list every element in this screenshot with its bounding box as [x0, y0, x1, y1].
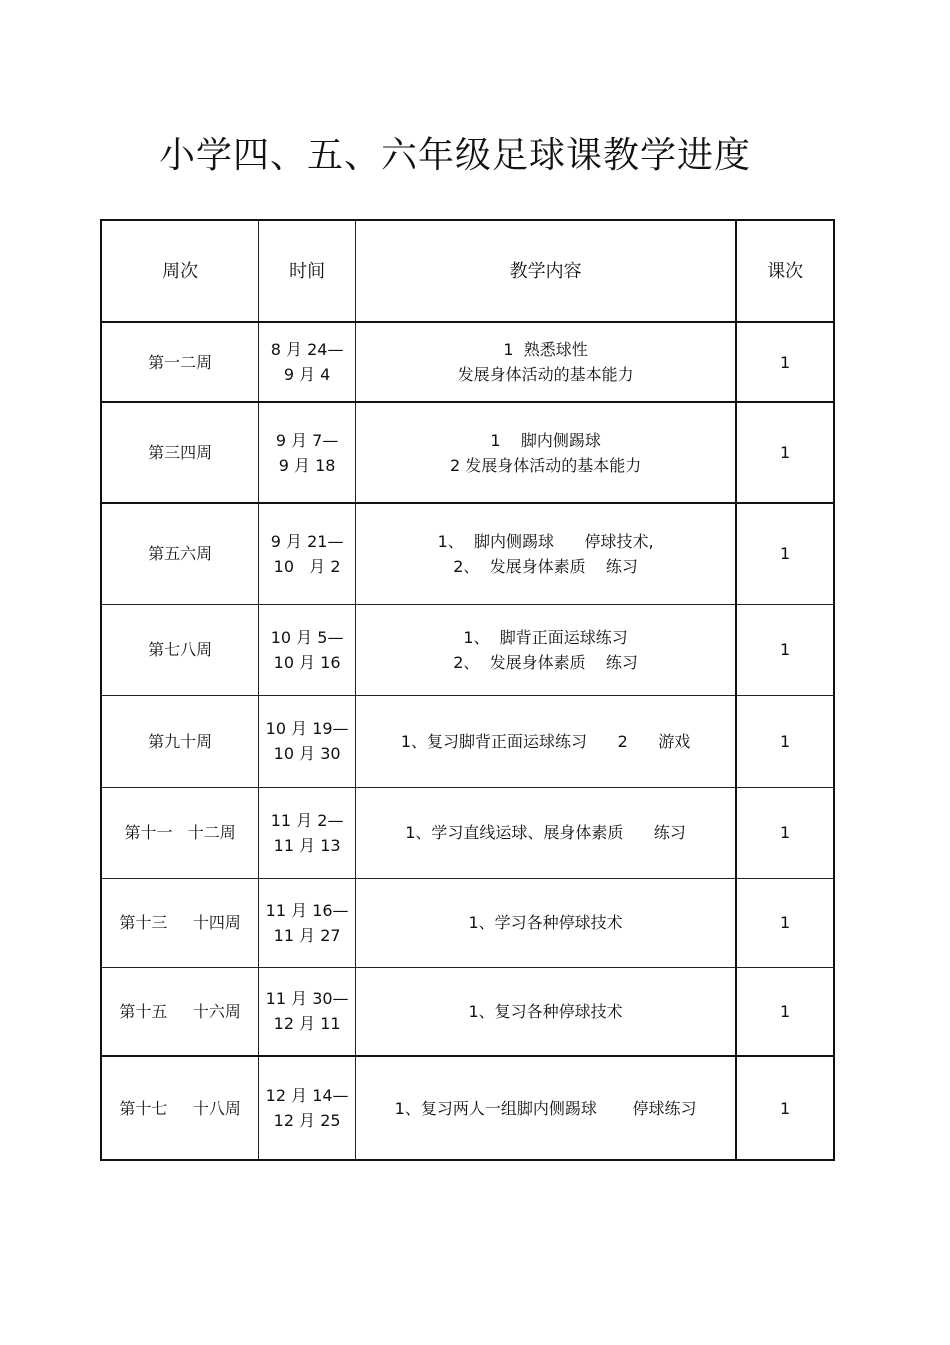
content-cell [355, 503, 736, 604]
table-header-row [101, 220, 834, 322]
time-line: 10 月 19— [265, 719, 349, 738]
lessons-cell: 1 [736, 322, 834, 402]
document-title: 小学四、五、六年级足球课教学进度 [158, 135, 751, 176]
table-row [101, 878, 834, 967]
table-row [101, 322, 834, 402]
content-cell [355, 1056, 736, 1160]
content-line: 发展身体活动的基本能力 [457, 365, 634, 384]
table-row [101, 787, 834, 878]
time-line: 10 月 2 [273, 556, 341, 576]
content-cell [355, 878, 736, 967]
lessons-cell: 1 [736, 787, 834, 878]
time-line: 9 月 21— [270, 531, 344, 551]
week-cell: 第十一 十二周 [101, 787, 259, 878]
header-week: 周次 [101, 220, 259, 322]
time-line: 11 月 27 [273, 925, 341, 945]
time-line: 11 月 16— [265, 900, 349, 920]
time-line: 11 月 30— [265, 989, 349, 1009]
time-line: 11 月 13 [273, 835, 341, 855]
table-row [101, 967, 834, 1056]
content-line: 2 发展身体活动的基本能力 [449, 455, 642, 475]
content-line: 2、 发展身体素质 练习 [453, 556, 638, 576]
time-line: 10 月 16 [273, 652, 341, 672]
week-cell: 第十七 十八周 [101, 1056, 259, 1160]
content-cell [355, 322, 736, 402]
time-line: 10 月 30 [273, 744, 341, 763]
content-line: 2、 发展身体素质 练习 [453, 652, 638, 672]
content-line: 1、复习两人一组脚内侧踢球 停球练习 [394, 1098, 697, 1118]
time-line: 9 月 7— [275, 430, 339, 450]
content-line: 1、复习各种停球技术 [468, 1001, 623, 1021]
lessons-cell: 1 [736, 878, 834, 967]
time-line: 12 月 14— [265, 1086, 349, 1105]
time-cell [259, 604, 356, 695]
content-line: 1、 脚内侧踢球 停球技术, [437, 531, 654, 551]
lessons-cell: 1 [736, 1056, 834, 1160]
content-cell [355, 402, 736, 503]
time-cell [259, 1056, 356, 1160]
time-cell [259, 322, 356, 402]
content-cell [355, 695, 736, 787]
content-cell [355, 604, 736, 695]
week-cell: 第七八周 [101, 604, 259, 695]
time-line: 8 月 24— [270, 340, 344, 359]
header-time: 时间 [259, 220, 356, 322]
time-line: 11 月 2— [270, 810, 344, 830]
time-cell [259, 503, 356, 604]
table-row [101, 695, 834, 787]
content-cell [355, 787, 736, 878]
time-line: 9 月 4 [283, 365, 331, 384]
week-cell: 第五六周 [101, 503, 259, 604]
content-line: 1 熟悉球性 [503, 340, 588, 359]
header-lessons: 课次 [736, 220, 834, 322]
week-cell: 第九十周 [101, 695, 259, 787]
content-cell [355, 967, 736, 1056]
header-content: 教学内容 [355, 220, 736, 322]
time-line: 12 月 11 [273, 1014, 341, 1034]
time-line: 12 月 25 [273, 1111, 341, 1130]
lessons-cell: 1 [736, 402, 834, 503]
content-line: 1、学习直线运球、展身体素质 练习 [405, 823, 686, 842]
time-cell [259, 878, 356, 967]
lessons-cell: 1 [736, 695, 834, 787]
table-row [101, 402, 834, 503]
content-line: 1、复习脚背正面运球练习 2 游戏 [400, 731, 691, 751]
week-cell: 第一二周 [101, 322, 259, 402]
time-line: 10 月 5— [270, 627, 344, 647]
content-line: 1、学习各种停球技术 [468, 913, 623, 932]
table-body [101, 322, 834, 1160]
week-cell: 第十三 十四周 [101, 878, 259, 967]
time-line: 9 月 18 [278, 455, 336, 475]
time-cell [259, 967, 356, 1056]
table-row [101, 503, 834, 604]
time-cell [259, 787, 356, 878]
content-line: 1、 脚背正面运球练习 [463, 627, 628, 647]
lessons-cell: 1 [736, 503, 834, 604]
time-cell [259, 402, 356, 503]
week-cell: 第十五 十六周 [101, 967, 259, 1056]
lessons-cell: 1 [736, 604, 834, 695]
content-line: 1 脚内侧踢球 [490, 430, 601, 450]
time-cell [259, 695, 356, 787]
table-row [101, 1056, 834, 1160]
week-cell: 第三四周 [101, 402, 259, 503]
table-row [101, 604, 834, 695]
teaching-schedule-table [100, 219, 835, 1161]
lessons-cell: 1 [736, 967, 834, 1056]
